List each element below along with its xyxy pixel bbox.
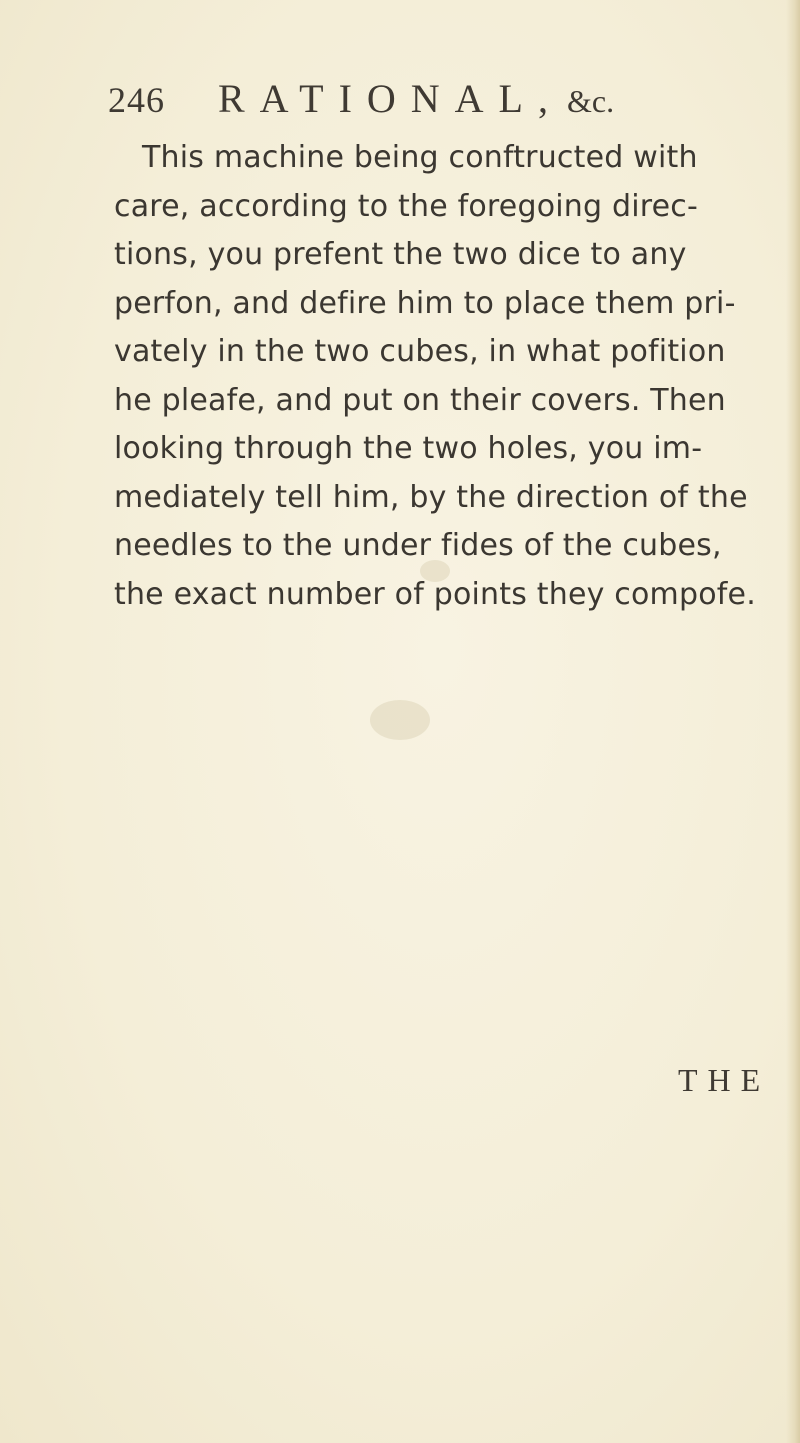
running-title: RATIONAL, [218, 76, 563, 121]
text-line: he pleafe, and put on their covers. Then [114, 382, 726, 418]
text-line: This machine being conftructed with [142, 140, 698, 175]
text-line: looking through the two holes, you im- [114, 431, 703, 466]
text-line: tions, you prefent the two dice to any [114, 237, 687, 272]
text-line: the exact number of points they compofe. [114, 576, 756, 612]
text-line: needles to the under fides of the cubes, [114, 528, 722, 563]
text-line: care, according to the foregoing direc- [114, 188, 699, 224]
page-edge-shadow [786, 0, 800, 1443]
page-number: 246 [108, 80, 165, 120]
text-line: perfon, and defire him to place them pri- [114, 285, 736, 321]
catchword: THE [678, 1062, 771, 1098]
running-title-suffix: &c. [566, 83, 615, 119]
paragraph [114, 134, 774, 619]
paper-stain [370, 700, 430, 740]
text-line: vately in the two cubes, in what pofition [114, 334, 726, 369]
running-header [108, 74, 728, 124]
text-line: mediately tell him, by the direction of the [114, 479, 748, 515]
